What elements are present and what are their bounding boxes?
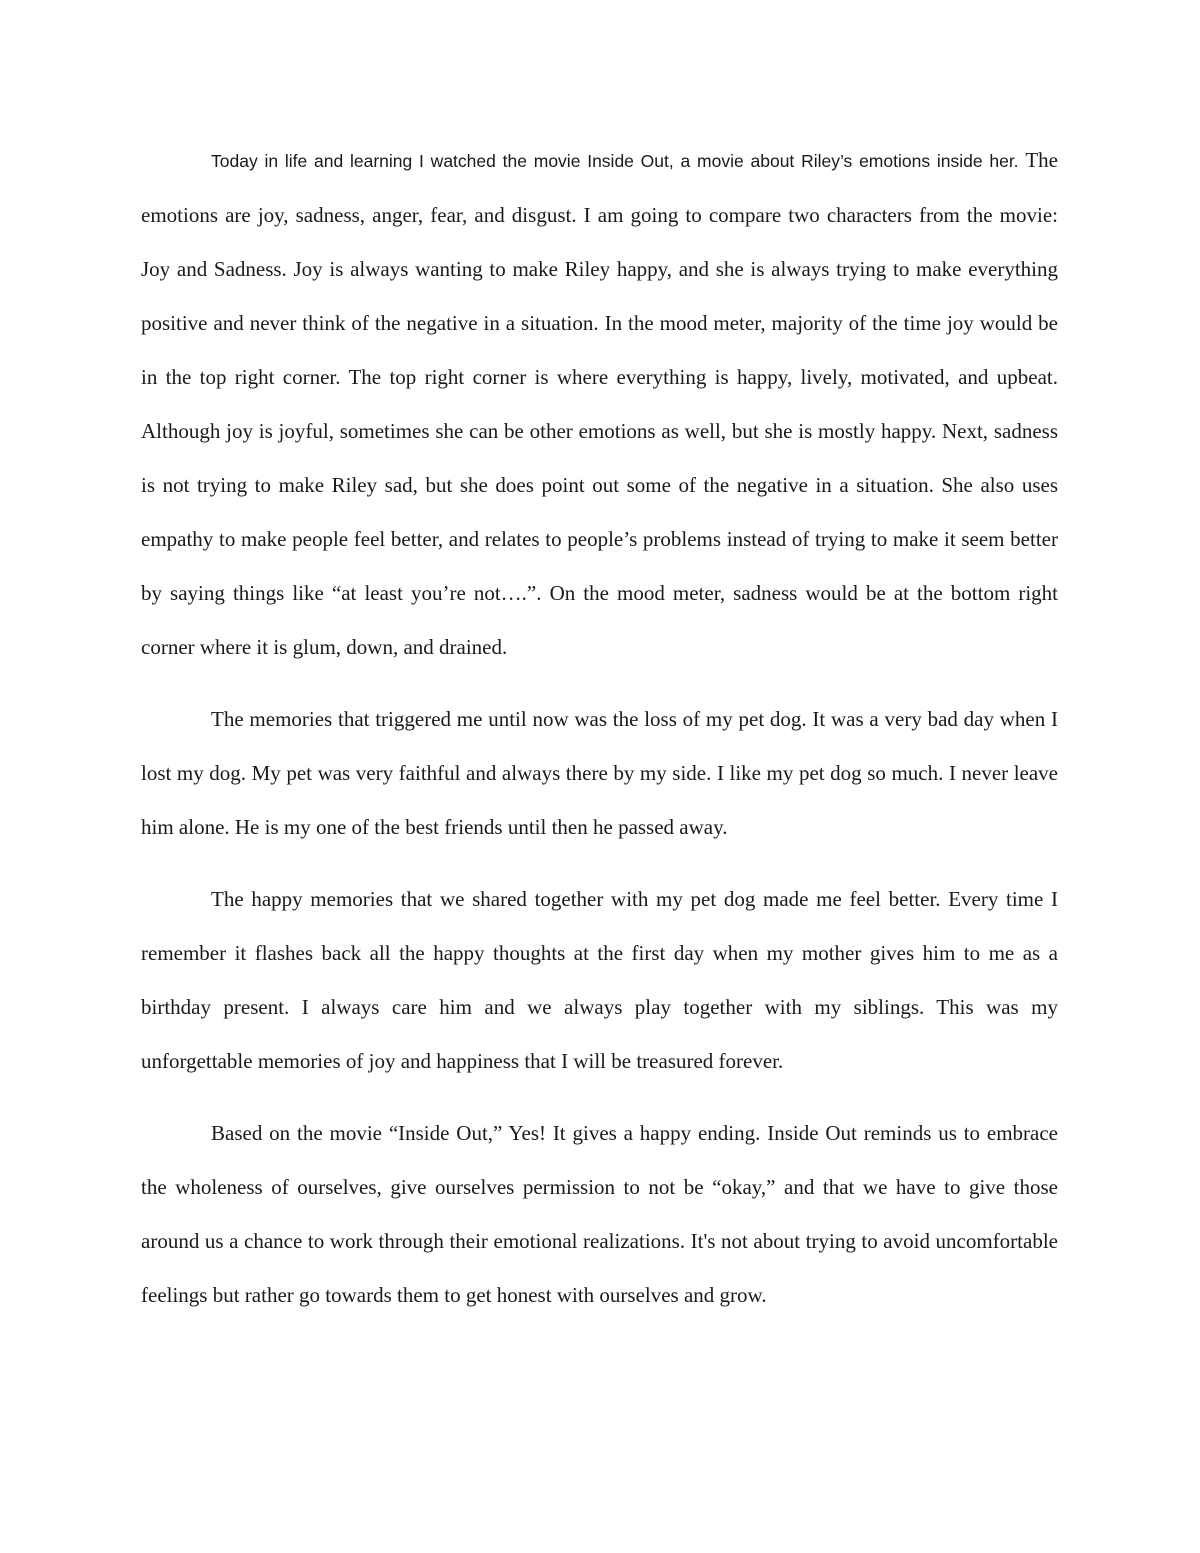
paragraph-conclusion: Based on the movie “Inside Out,” Yes! It gives a happy ending. Inside Out reminds us to embrace the wholeness of ourselves, give ourselves permission to not be “okay,” and that we have to give those around us a chance to work through their emotional realizations. It's not about trying to avoid uncomfortable feelings but rather go towards them to get honest with ourselves and grow. [141, 1121, 1058, 1307]
paragraph-text: The emotions are joy, sadness, anger, fear, and disgust. I am going to compare two characters from the movie: Joy and Sadness. Joy is always wanting to make Riley happy, and she is always trying to make everything positive and never think of the negative in a situation. In the mood meter, majority of the time joy would be in the top right corner. The top right corner is where everything is happy, lively, motivated, and upbeat. Although joy is joyful, sometimes she can be other emotions as well, but she is mostly happy. Next, sadness is not trying to make Riley sad, but she does point out some of the negative in a situation. She also uses empathy to make people feel better, and relates to people’s problems instead of trying to make it seem better by saying things like “at least you’re not….”. On the mood meter, sadness would be at the bottom right corner where it is glum, down, and drained. [141, 148, 1058, 659]
paragraph-inside-out-comparison [141, 133, 1058, 674]
paragraph-memories-trigger: The memories that triggered me until now was the loss of my pet dog. It was a very bad day when I lost my dog. My pet was very faithful and always there by my side. I like my pet dog so much. I never leave him alone. He is my one of the best friends until then he passed away. [141, 707, 1058, 839]
paragraph-happy-memories: The happy memories that we shared together with my pet dog made me feel better. Every time I remember it flashes back all the happy thoughts at the first day when my mother gives him to me as a birthday present. I always care him and we always play together with my siblings. This was my unforgettable memories of joy and happiness that I will be treasured forever. [141, 887, 1058, 1073]
document-body [141, 133, 1058, 1322]
paragraph-lead-sentence: Today in life and learning I watched the movie Inside Out, a movie about Riley’s emotions inside her. [211, 151, 1019, 171]
